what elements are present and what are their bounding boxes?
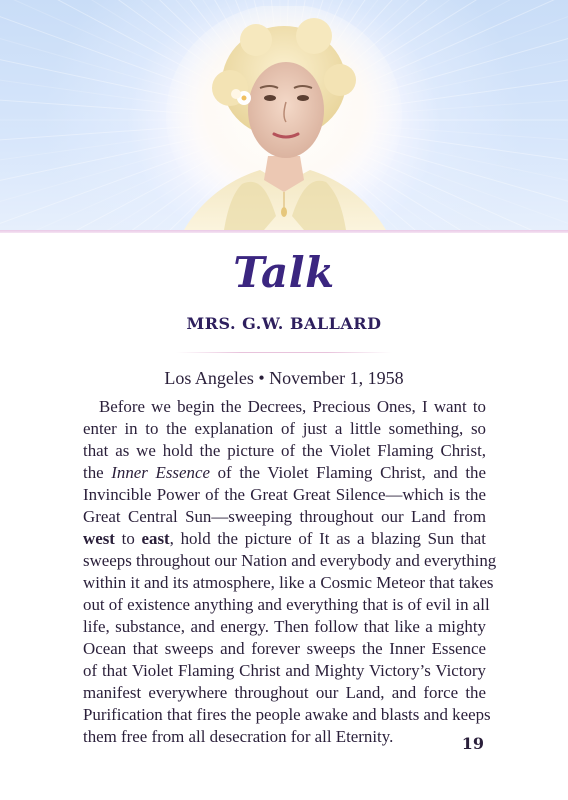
body-line (83, 418, 486, 440)
body-line (83, 528, 486, 550)
page-title: Talk (233, 248, 335, 297)
body-line-text: Inner Essence (111, 463, 210, 482)
body-text (83, 396, 497, 748)
body-line-text: Ocean that sweeps and forever sweeps the Inner Essence (83, 639, 486, 658)
body-line-text: Invincible Power of the Great Great Silence—which is the (83, 485, 486, 504)
body-line (83, 484, 486, 506)
page-number: 19 (461, 734, 484, 753)
body-line-text: sweeps throughout our Nation and everybody and everything (83, 551, 497, 570)
body-line-text: enter in to the explanation of just a little something, so (83, 419, 486, 438)
body-line (83, 550, 497, 572)
body-line (83, 616, 486, 638)
body-line (83, 660, 486, 682)
body-line-text: within it and its atmosphere, like a Cosmic Meteor that takes (83, 573, 494, 592)
body-line (83, 682, 486, 704)
body-line-text: , hold the picture of It as a blazing Sun that (169, 529, 486, 548)
body-line-text: Before we begin the Decrees, Precious Ones, I want to (99, 397, 486, 416)
body-line-text: to (114, 529, 142, 548)
dateline: Los Angeles • November 1, 1958 (164, 368, 404, 388)
header-bottom-rule (0, 230, 568, 233)
body-line (83, 506, 486, 528)
body-line-text: west (83, 529, 115, 548)
body-line-text: Great Central Sun—sweeping throughout our Land from (83, 507, 486, 526)
author-byline: MRS. G.W. BALLARD (186, 314, 382, 333)
body-line (83, 572, 494, 594)
body-line (83, 704, 491, 726)
body-line-text: life, substance, and energy. Then follow that like a mighty (83, 617, 486, 636)
body-line-text: of that Violet Flaming Christ and Mighty Victory’s Victory (83, 661, 486, 680)
body-line-text: the (83, 463, 112, 482)
header-sky-band (0, 0, 568, 230)
body-line (83, 638, 486, 660)
body-line (83, 396, 486, 418)
body-line-text: that as we hold the picture of the Violet Flaming Christ, (83, 441, 486, 460)
portrait-image (164, 6, 404, 230)
divider (176, 352, 392, 353)
body-line-text: manifest everywhere throughout our Land, and force the (83, 683, 486, 702)
body-line-text: east (141, 529, 170, 548)
body-line (83, 462, 486, 484)
body-line-text: out of existence anything and everything that is of evil in all (83, 595, 490, 614)
body-line (83, 594, 490, 616)
body-line-text: them free from all desecration for all Eternity. (83, 727, 394, 746)
body-line (83, 440, 486, 462)
body-line-text: of the Violet Flaming Christ, and the (209, 463, 486, 482)
body-line-text: Purification that fires the people awake and blasts and keeps (83, 705, 491, 724)
